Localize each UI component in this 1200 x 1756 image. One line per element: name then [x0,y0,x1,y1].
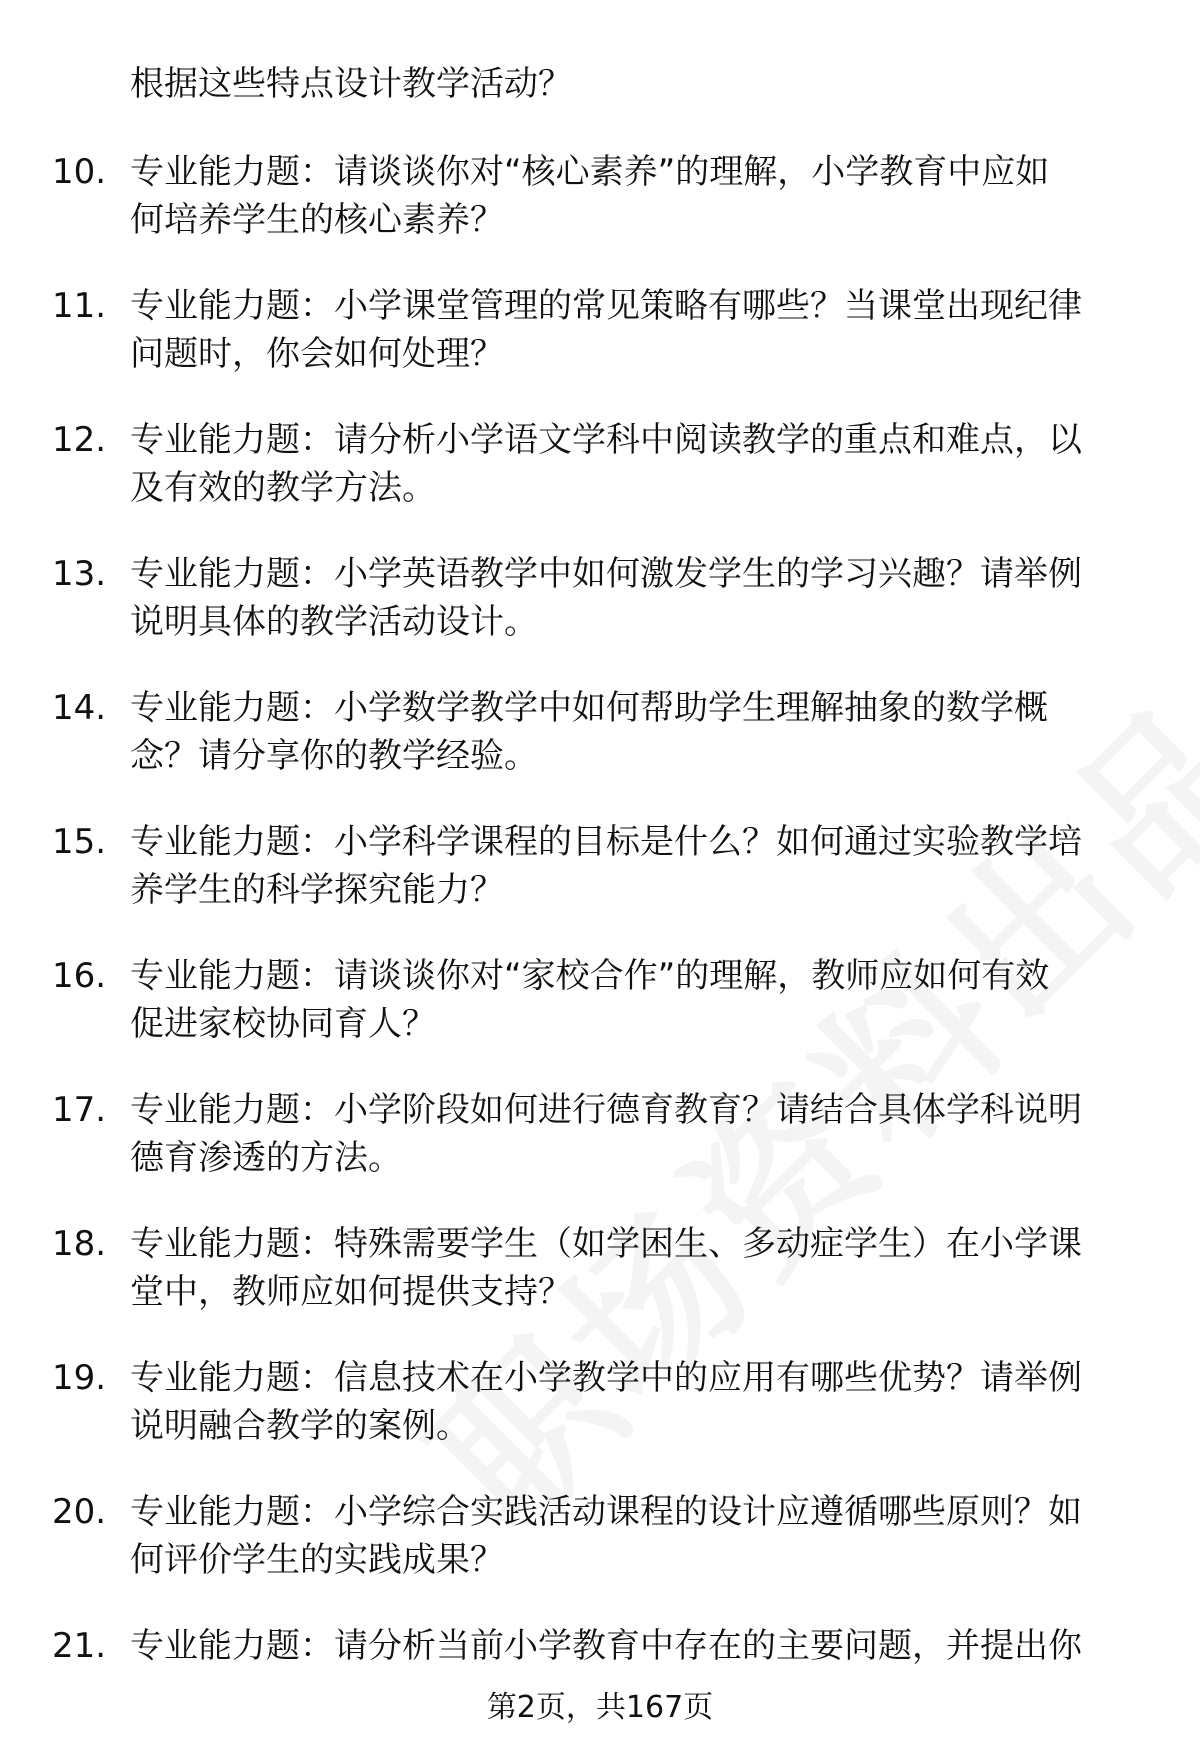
question-text-line: 专业能力题：小学课堂管理的常见策略有哪些？当课堂出现纪律 [130,286,1082,326]
question-text-line: 专业能力题：请分析小学语文学科中阅读教学的重点和难点，以 [130,420,1082,460]
question-number: 18. [52,1224,107,1264]
question-item [0,818,1200,952]
question-text-line: 专业能力题：小学综合实践活动课程的设计应遵循哪些原则？如 [130,1492,1082,1532]
question-text-line: 德育渗透的方法。 [130,1138,402,1178]
question-item [0,416,1200,550]
question-text-line: 专业能力题：小学阶段如何进行德育教育？请结合具体学科说明 [130,1090,1082,1130]
question-item [0,1220,1200,1354]
question-number: 17. [52,1090,107,1130]
question-text-line: 及有效的教学方法。 [130,468,436,508]
question-number: 15. [52,822,107,862]
question-text-line: 专业能力题：请谈谈你对“家校合作”的理解，教师应如何有效 [130,956,1050,996]
question-text-line: 问题时，你会如何处理？ [130,334,504,374]
question-item [0,282,1200,416]
question-text-line: 念？请分享你的教学经验。 [130,736,538,776]
question-text-line: 说明融合教学的案例。 [130,1406,470,1446]
question-item [0,148,1200,282]
question-text-line: 专业能力题：小学数学教学中如何帮助学生理解抽象的数学概 [130,688,1048,728]
question-text-line: 说明具体的教学活动设计。 [130,602,538,642]
question-number: 21. [52,1626,107,1666]
question-number: 12. [52,420,107,460]
question-number: 11. [52,286,107,326]
continuation-text: 根据这些特点设计教学活动？ [130,64,572,104]
question-text-line: 何评价学生的实践成果？ [130,1540,504,1580]
question-item [0,1488,1200,1622]
question-text-line: 专业能力题：请分析当前小学教育中存在的主要问题，并提出你 [130,1626,1082,1666]
question-text-line: 专业能力题：小学英语教学中如何激发学生的学习兴趣？请举例 [130,554,1082,594]
question-text-line: 专业能力题：特殊需要学生（如学困生、多动症学生）在小学课 [130,1224,1082,1264]
question-number: 19. [52,1358,107,1398]
question-list [0,148,1200,1756]
page-footer: 第2页，共167页 [486,1690,714,1725]
question-item [0,550,1200,684]
question-item [0,1354,1200,1488]
question-text-line: 专业能力题：信息技术在小学教学中的应用有哪些优势？请举例 [130,1358,1082,1398]
question-item [0,684,1200,818]
question-number: 16. [52,956,107,996]
question-item [0,1086,1200,1220]
question-text-line: 养学生的科学探究能力？ [130,870,504,910]
question-number: 10. [52,152,107,192]
question-number: 20. [52,1492,107,1532]
question-text-line: 促进家校协同育人？ [130,1004,436,1044]
question-text-line: 堂中，教师应如何提供支持？ [130,1272,572,1312]
question-number: 14. [52,688,107,728]
question-item [0,952,1200,1086]
question-text-line: 何培养学生的核心素养？ [130,200,504,240]
question-number: 13. [52,554,107,594]
question-text-line: 专业能力题：请谈谈你对“核心素养”的理解，小学教育中应如 [130,152,1050,192]
question-text-line: 专业能力题：小学科学课程的目标是什么？如何通过实验教学培 [130,822,1082,862]
